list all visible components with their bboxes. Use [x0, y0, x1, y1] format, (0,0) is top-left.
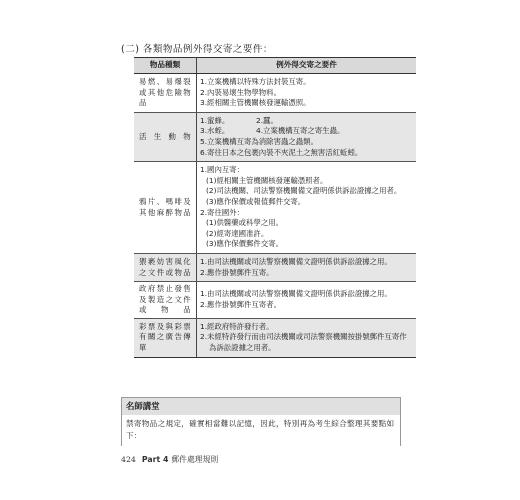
- column-header-requirements: 例外得交寄之要件: [197, 58, 417, 74]
- requirement-line: 1.立案機構以特殊方法封裝互寄。: [200, 77, 311, 86]
- teacher-note-box: [121, 397, 401, 446]
- page-number: 424: [121, 455, 136, 464]
- table-row: [134, 318, 416, 357]
- page-footer: [121, 454, 218, 465]
- requirement-line: 1.由司法機關或司法警察機關備文證明係供訴訟證據之用。: [200, 256, 392, 266]
- row-category: 政府禁止發售及製造之文件或物品: [134, 282, 197, 319]
- requirement-pair: [200, 116, 413, 127]
- requirement-item: 2.蠶。: [256, 115, 278, 125]
- row-requirements: [197, 318, 417, 357]
- row-requirements: [197, 162, 417, 254]
- note-title: 名師講堂: [122, 398, 400, 415]
- requirement-subline: (1)經相關主管機關核發運輸憑照者。: [206, 175, 328, 185]
- requirement-line: 1.由司法機關或司法警察機關備文證明係供訴訟證據之用。: [200, 289, 392, 299]
- requirement-subline: (2)司法機關、司法警察機關備文證明係供訴訟證據之用者。: [206, 186, 402, 196]
- requirement-line: 2.未經特許發行而由司法機關或司法警察機關按掛號郵件互寄作為訴訟證據之用者。: [200, 332, 407, 353]
- chapter-title: 郵件處理規則: [171, 455, 219, 464]
- requirement-line: 3.經相關主管機關核發運輸憑照。: [200, 98, 311, 108]
- table-row: [134, 253, 416, 281]
- note-body: 禁寄物品之規定，確實相當難以記憶，因此，特別再為考生綜合整理其要點如下：: [126, 419, 395, 440]
- requirement-pair: [200, 126, 413, 137]
- table-row: [134, 112, 416, 161]
- requirement-item: 4.立案機構互寄之寄生蟲。: [256, 126, 345, 136]
- table-row: [134, 162, 416, 254]
- row-requirements: [197, 253, 417, 281]
- requirement-subline: (2)經寄達國准許。: [206, 228, 269, 238]
- column-header-category: 物品種類: [134, 58, 197, 74]
- part-label: Part 4: [141, 455, 169, 464]
- row-category: 猥褻妨害風化之文件或物品: [134, 253, 197, 281]
- row-category: 鴉片、嗎啡及其他麻醉物品: [134, 162, 197, 254]
- row-category: 易燃、易爆裂或其他危險物品: [134, 74, 197, 113]
- table-row: [134, 282, 416, 319]
- requirement-line: 2.寄往國外：: [200, 207, 245, 217]
- table-header-row: [134, 58, 416, 74]
- requirement-line: 2.應作掛號郵件互寄者。: [200, 299, 281, 309]
- requirement-subline: (3)應作保價郵件交寄。: [206, 239, 283, 249]
- requirement-item: 1.蜜蜂。: [200, 115, 230, 125]
- row-requirements: [197, 282, 417, 319]
- table-row: [134, 74, 416, 113]
- row-category: 活生動物: [134, 112, 197, 161]
- section-heading: (二) 各類物品例外得交寄之要件：: [121, 44, 273, 55]
- exception-rules-table: [134, 57, 416, 358]
- row-category: 彩票及與彩票有關之廣告傳單: [134, 318, 197, 357]
- requirement-line: 2.內裝易壞生物學物料。: [200, 87, 281, 97]
- requirement-line: 6.寄往日本之包裹內裝不夾泥土之無害活紅蚯蚓。: [200, 147, 363, 157]
- requirement-line: 2.應作掛號郵件互寄。: [200, 267, 274, 277]
- requirement-subline: (1)供醫藥或科學之用。: [206, 218, 283, 228]
- row-requirements: [197, 74, 417, 113]
- requirement-line: 5.立案機構互寄為消除害蟲之蟲類。: [200, 136, 318, 146]
- requirement-subline: (3)應作保價或報值郵件交寄。: [206, 196, 306, 206]
- requirement-item: 3.水蛭。: [200, 126, 230, 136]
- requirement-line: 1.國內互寄：: [200, 165, 245, 175]
- requirement-line: 1.經政府特許發行者。: [200, 321, 274, 331]
- row-requirements: [197, 112, 417, 161]
